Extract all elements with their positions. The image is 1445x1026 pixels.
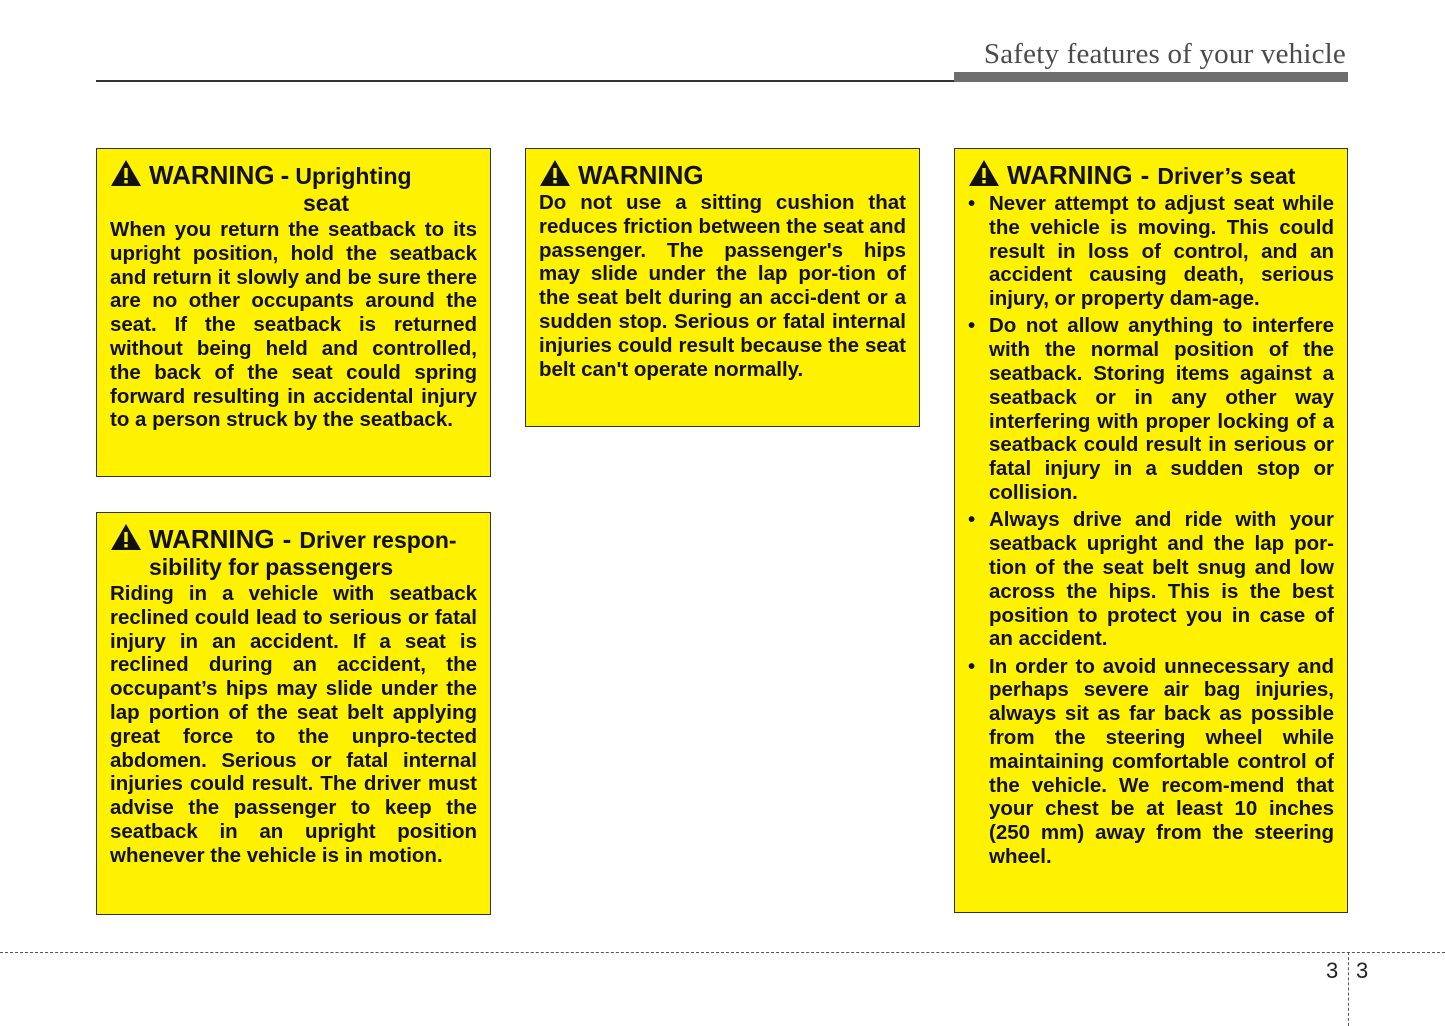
warning-heading bbox=[539, 161, 906, 189]
list-item: • Never attempt to adjust seat while the vehicle is moving. This could result in loss of control, and an accident causing death, serious injury, or property dam-age. bbox=[968, 192, 1334, 311]
page-number: 3 bbox=[1356, 958, 1369, 983]
warning-subtitle: Driver’s seat bbox=[1157, 163, 1296, 189]
warning-label: WARNING bbox=[149, 160, 275, 190]
list-item: • In order to avoid unnecessary and perhaps severe air bag injuries, always sit as far back as possible from the steering wheel while maintaining comfortable control of the vehicle. We recom-mend that your chest be at least 10 inches (250 mm) away from the steering wheel. bbox=[968, 655, 1334, 869]
warning-label: WARNING bbox=[149, 524, 275, 554]
warning-box-driver-responsibility bbox=[96, 512, 491, 915]
warning-heading bbox=[110, 525, 477, 580]
warning-box-sitting-cushion bbox=[525, 148, 920, 427]
warning-heading bbox=[110, 161, 477, 216]
warning-subtitle-line1: Uprighting bbox=[295, 163, 412, 189]
warning-triangle-icon bbox=[110, 523, 142, 551]
warning-subtitle-line1: Driver respon- bbox=[299, 527, 457, 553]
section-title: Safety features of your vehicle bbox=[983, 38, 1346, 70]
footer-dashed-rule bbox=[0, 952, 1445, 953]
warning-triangle-icon bbox=[539, 159, 571, 187]
footer-page-divider bbox=[1348, 952, 1349, 1026]
warning-dash: - bbox=[282, 524, 292, 554]
warning-dash: - bbox=[1140, 160, 1150, 190]
warning-heading bbox=[968, 161, 1334, 190]
warning-dash: - bbox=[280, 160, 290, 190]
list-item: • Do not allow anything to interfere with the normal position of the seatback. Storing items against a seatback or in any other way interfering with proper locking of a seatback could result in serious or fatal injury in a sudden stop or collision. bbox=[968, 314, 1334, 504]
warning-bullet-list bbox=[968, 192, 1334, 869]
header-tab-bar bbox=[954, 72, 1348, 82]
warning-subtitle-line2: seat bbox=[303, 190, 350, 216]
section-number: 3 bbox=[1326, 958, 1339, 983]
warning-box-uprighting-seat bbox=[96, 148, 491, 477]
list-item: • Always drive and ride with your seatback upright and the lap por-tion of the seat belt snug and low across the hips. This is the best position to protect you in case of an accident. bbox=[968, 508, 1334, 651]
warning-label: WARNING bbox=[578, 160, 704, 190]
warning-body: When you return the seatback to its upright position, hold the seatback and return it slowly and be sure there are no other occupants around the seat. If the seatback is returned without being held and controlled, the back of the seat could spring forward resulting in accidental injury to a person struck by the seatback. bbox=[110, 218, 477, 432]
warning-body: Riding in a vehicle with seatback reclined could lead to serious or fatal injury in an accident. If a seat is reclined during an accident, the occupant’s hips may slide under the lap portion of the seat belt applying great force to the unpro-tected abdomen. Serious or fatal internal injuries could result. The driver must advise the passenger to keep the seatback in an upright position whenever the vehicle is in motion. bbox=[110, 582, 477, 867]
warning-triangle-icon bbox=[968, 159, 1000, 187]
warning-subtitle-line2: sibility for passengers bbox=[149, 554, 394, 580]
warning-body: Do not use a sitting cushion that reduces friction between the seat and passenger. The passenger's hips may slide under the lap por-tion of the seat belt during an acci-dent or a sudden stop. Serious or fatal internal injuries could result because the seat belt can't operate normally. bbox=[539, 191, 906, 381]
warning-triangle-icon bbox=[110, 159, 142, 187]
warning-label: WARNING bbox=[1007, 160, 1133, 190]
warning-box-drivers-seat bbox=[954, 148, 1348, 913]
